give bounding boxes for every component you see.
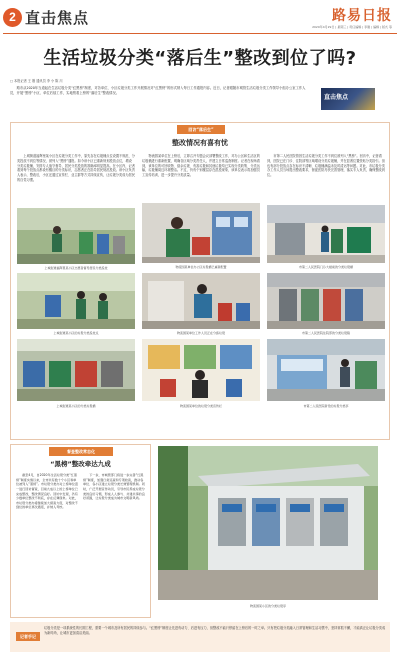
photo-caption: 物流园某单位的垃圾分类宣传栏	[179, 404, 222, 408]
masthead	[0, 0, 400, 36]
lede-banner-image	[321, 88, 375, 110]
section-title: 直击焦点	[25, 9, 90, 27]
section-ribbon: 回访“落后生”	[177, 125, 225, 134]
reporter-note-text: 垃圾分类是一项系统性的长期工程，需要一个城市及所有居民的持续参与。“红黑榜”制度让先进有动力、后进有压力，但整改不能只停留在上榜后的一时之举。只有把垃圾分类融入日常管理和生活习惯中，坚持常抓不懈，才能真正让垃圾分类成为新时尚，让城市更加清洁美丽。	[44, 626, 386, 635]
byline: □ 本报记者 王 刚 通讯员 李 小 陈 川	[10, 79, 63, 83]
page-number-badge: 2	[3, 8, 22, 27]
reporter-note-label: 记者手记	[16, 632, 40, 641]
photo-caption: 物流园某单位办公区垃圾桶已重新配置	[175, 265, 227, 269]
section-subhead: “黑榜”整改牵达九成	[50, 460, 111, 468]
reporter-note	[10, 622, 390, 652]
photo-caption: 物流园某单位工作人员正在分拣垃圾	[176, 331, 225, 335]
feature-photo-caption: 物流园某小区的分类垃圾亭	[249, 604, 286, 608]
feature-photo	[158, 446, 378, 600]
photo-caption: 上城街道某小区的垃圾分类投放点	[53, 331, 99, 335]
lede-banner-label: 直击焦点	[324, 94, 349, 101]
news-photo	[142, 273, 260, 329]
issue-meta: 2020年4月29日 | 星期三 | 责任编辑 | 李刚 | 编辑 | 版式 等	[312, 25, 392, 29]
article-column-5: 下一步，市城管部门将进一步完善“红黑榜”制度，加强日常巡查和专项检查，推动各单位、各小区建立垃圾分类长效管理机制。同时，广泛开展宣传动员，引导市民养成垃圾分类的良好习惯，形成人人参与、共建共享的良好氛围，让垃圾分类成为城市文明新风尚。	[83, 473, 145, 501]
article-column-2: 物流园某单位在上榜后，立即召开专题会议部署整改工作，对办公区和生活区的垃圾桶进行重新配置，明确各区域分类责任人，并建立日常巡查制度。记者在现场看到，该单位的可回收物、厨余垃圾、有害垃圾和其他垃圾均已实现分类收集、分类运输，垃圾桶周边环境整洁。不过，仍有个别楼层存在混投现象，该单位表示将加强员工宣传培训，进一步提升分类质量。	[142, 154, 260, 178]
news-photo	[17, 339, 135, 401]
photo-caption: 市第二人民医院住院部的分类垃圾箱	[301, 331, 350, 335]
news-photo	[267, 205, 385, 263]
lede-paragraph: 路市从2020年当道起在生活垃圾分类“红黑榜”制度，对各单位、小区垃圾分类工作开展情况对“红黑榜”的形式纳入每日工作通报内容。近日，记者跟随市城管生活垃圾分类工作领导小组办公室工作人员，开展“黑榜”小区、单位后续工作，实地察看上榜的“落后生”整改情况。	[10, 86, 306, 95]
newspaper-logo: 路易日报	[332, 8, 392, 24]
news-photo	[142, 339, 260, 401]
news-photo	[142, 203, 260, 263]
masthead-divider	[3, 33, 397, 34]
headline: 生活垃圾分类“落后生”整改到位了吗?	[43, 48, 357, 69]
article-column-3: 市第二人民医院曾因生活垃圾分类工作不到位被列入“黑榜”。回访中，记者看到，医院已在门诊、住院部等区域增设分类垃圾桶，并在显著位置张贴分类指引。但也有部分投放点存在标识不清晰、垃圾桶满溢未及时清运等问题。对此，市垃圾分类办工作人员当场提出整改要求，督促医院尽快完善管理，落实专人负责，确保整改到位。	[267, 154, 385, 178]
article-column-4: 截至4月，自2020年生活垃圾分类“红黑榜”制度实施以来，全市共有数十个小区和单位被列入“黑榜”。市垃圾分类办对上榜单位逐一进行回访督查，目前九成以上的上榜单位已完成整改，整改情况良好。回访中发现，仍有少数单位整改不彻底，存在反弹现象。对此，市垃圾分类办将继续加大督查力度，对整改不到位的单位再次通报，并纳入考核。	[16, 473, 78, 510]
section-subhead: 整改情况有喜有忧	[172, 139, 228, 147]
news-photo	[17, 208, 135, 264]
section-ribbon: 督查整改常态化	[49, 447, 113, 456]
photo-caption: 上城街道某小区的分类垃圾桶	[56, 404, 96, 408]
news-photo	[267, 273, 385, 329]
news-photo	[17, 273, 135, 329]
photo-caption: 市第二人民医院新设的垃圾分类亭	[303, 404, 349, 408]
news-photo	[267, 339, 385, 401]
section-supervision	[10, 444, 151, 618]
article-column-1: 上城街道福辉里某小区在垃圾分类工作中，原先存在垃圾桶点位设置不规范、分类投放不到位等情况，被列入“黑榜”通报。如今该小区已重新规划投放点位，增设分类垃圾桶，安排专人值守督导，居民分类投放的准确率明显提高。在小区内，记者看到每个投放点都设有醒目的分类标识，志愿者正在指导居民规范投放。该小区负责人表示，整改后，小区还通过宣传栏、业主群等方式持续宣传，让垃圾分类成为居民的自觉习惯。	[17, 154, 135, 182]
photo-caption: 市第二人民医院门诊大楼前的分类垃圾桶	[298, 265, 353, 269]
section-revisit	[10, 122, 390, 440]
photo-caption: 上城街道福辉里某小区志愿者督导居民分类投放	[44, 266, 108, 270]
